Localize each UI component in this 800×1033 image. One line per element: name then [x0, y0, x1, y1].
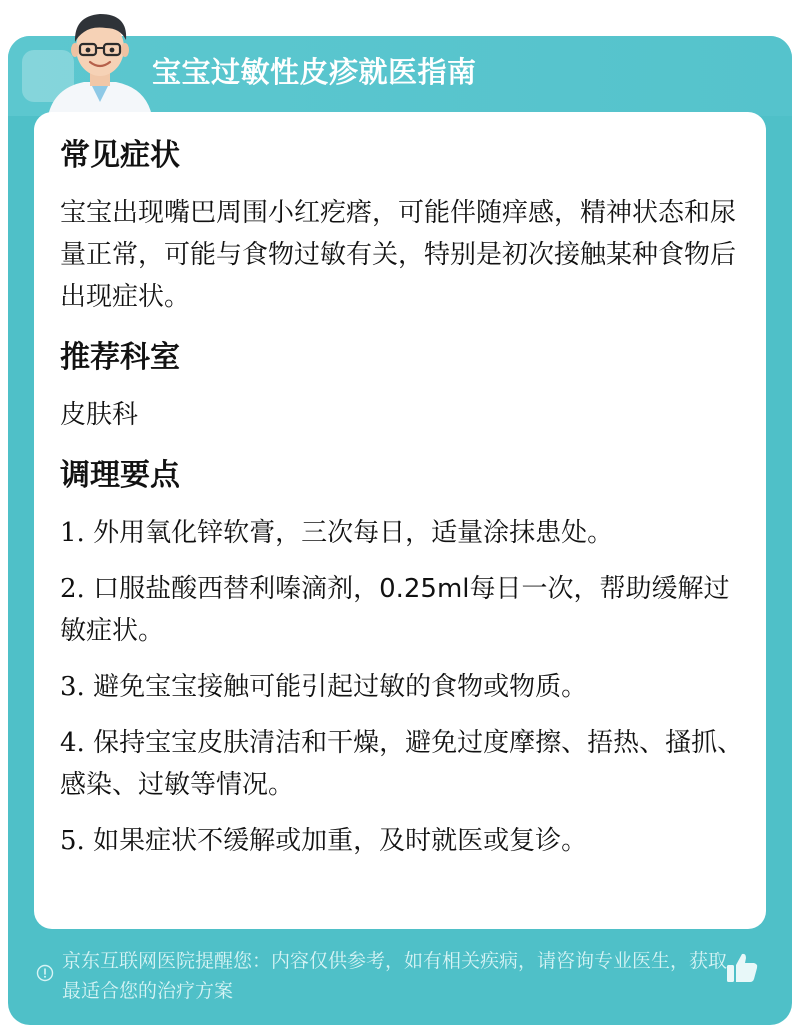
section-title-department: 推荐科室	[60, 340, 180, 375]
doctor-avatar	[40, 6, 160, 116]
list-item-number: 3.	[60, 672, 85, 702]
symptoms-text: 宝宝出现嘴巴周围小红疙瘩，可能伴随痒感，精神状态和尿量正常，可能与食物过敏有关，特别是初次接触某种食物后出现症状。	[60, 198, 737, 312]
list-item-number: 2.	[60, 574, 85, 604]
list-item-number: 1.	[60, 518, 85, 548]
department-text: 皮肤科	[60, 400, 139, 430]
list-item-text: 外用氧化锌软膏，三次每日，适量涂抹患处。	[93, 518, 614, 548]
list-item-text: 如果症状不缓解或加重，及时就医或复诊。	[93, 826, 588, 856]
list-item	[60, 568, 750, 652]
page-title: 宝宝过敏性皮疹就医指南	[152, 55, 477, 89]
list-item-number: 4.	[60, 728, 85, 758]
list-item-text: 保持宝宝皮肤清洁和干燥，避免过度摩擦、捂热、搔抓、感染、过敏等情况。	[60, 728, 744, 800]
section-title-symptoms: 常见症状	[60, 138, 180, 173]
list-item	[60, 512, 750, 554]
list-item-text: 口服盐酸西替利嗪滴剂，0.25ml每日一次，帮助缓解过敏症状。	[60, 574, 730, 646]
list-item	[60, 722, 750, 806]
content-card	[34, 112, 766, 929]
list-item-number: 5.	[60, 826, 85, 856]
list-item-text: 避免宝宝接触可能引起过敏的食物或物质。	[93, 672, 588, 702]
info-icon	[36, 964, 54, 982]
thumbs-up-icon[interactable]	[724, 950, 760, 986]
section-title-care: 调理要点	[60, 458, 180, 493]
list-item	[60, 820, 750, 862]
disclaimer-text: 京东互联网医院提醒您：内容仅供参考，如有相关疾病，请咨询专业医生，获取最适合您的治疗方案	[62, 950, 728, 1002]
list-item	[60, 666, 750, 708]
